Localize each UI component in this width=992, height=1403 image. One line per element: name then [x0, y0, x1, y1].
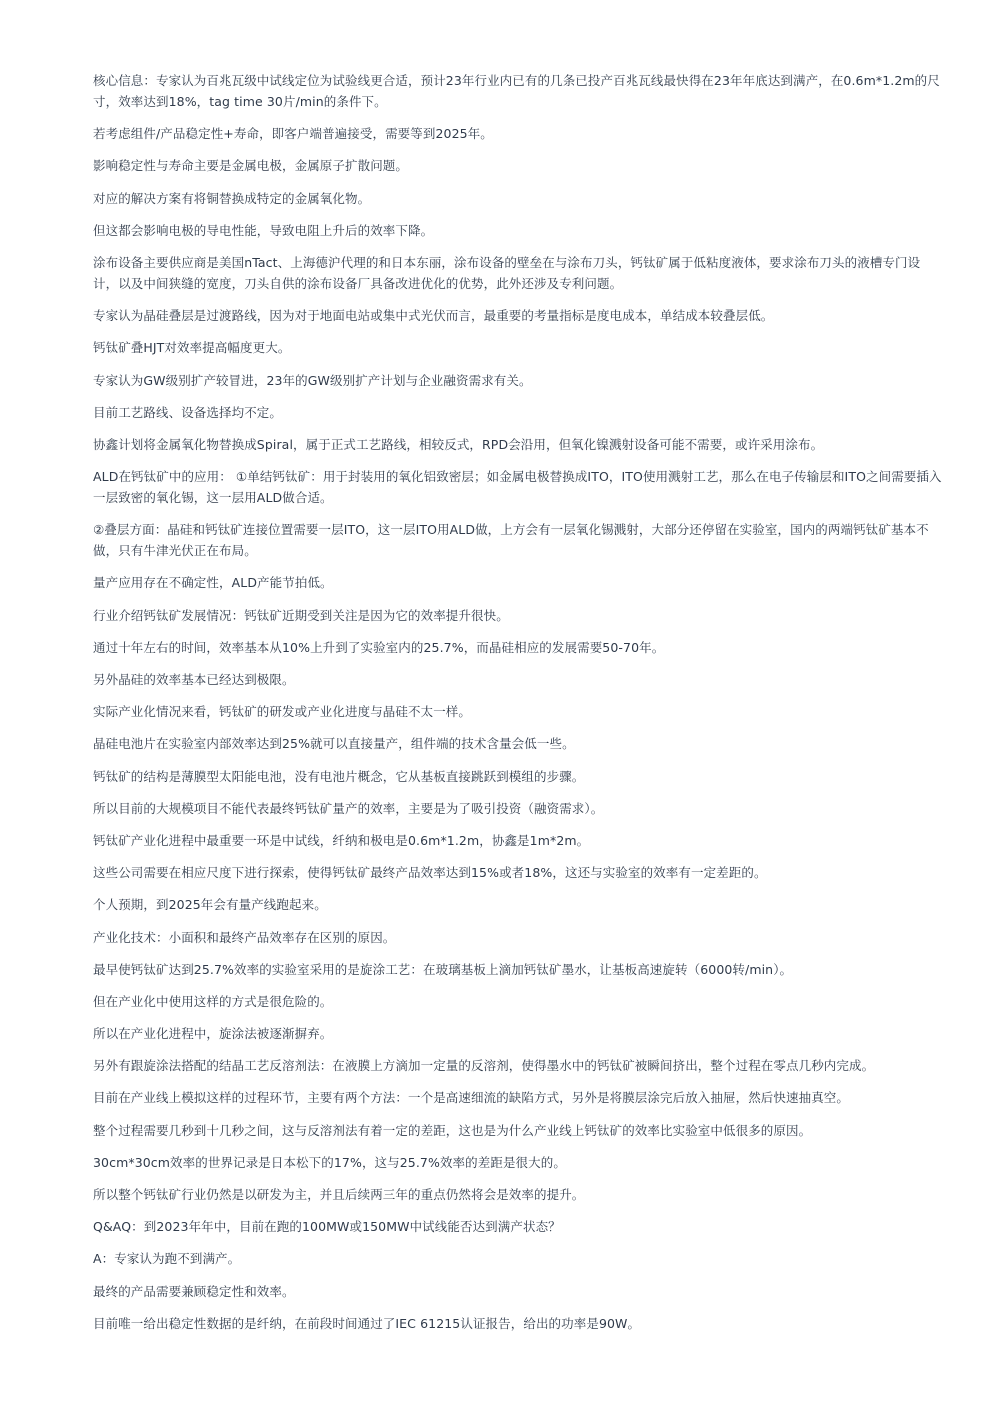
paragraph: ②叠层方面：晶硅和钙钛矿连接位置需要一层ITO，这一层ITO用ALD做，上方会有一层氧化锡溅射，大部分还停留在实验室，国内的两端钙钛矿基本不做，只有牛津光伏正在布局。	[93, 522, 929, 559]
paragraph: 通过十年左右的时间，效率基本从10%上升到了实验室内的25.7%，而晶硅相应的发展需要50-70年。	[93, 639, 665, 655]
paragraph: 所以目前的大规模项目不能代表最终钙钛矿量产的效率，主要是为了吸引投资（融资需求）。	[93, 800, 604, 816]
paragraph: 实际产业化情况来看，钙钛矿的研发或产业化进度与晶硅不太一样。	[93, 704, 472, 720]
paragraph: 协鑫计划将金属氧化物替换成Spiral，属于正式工艺路线，相较反式，RPD会沿用，但氧化镍溅射设备可能不需要，或许采用涂布。	[93, 436, 824, 452]
paragraph: 最早使钙钛矿达到25.7%效率的实验室采用的是旋涂工艺：在玻璃基板上滴加钙钛矿墨水，让基板高速旋转（6000转/min）。	[93, 961, 793, 977]
paragraph: 30cm*30cm效率的世界记录是日本松下的17%，这与25.7%效率的差距是很大的。	[93, 1154, 566, 1170]
paragraph: 但这都会影响电极的导电性能，导致电阻上升后的效率下降。	[93, 222, 434, 238]
paragraph: 核心信息：专家认为百兆瓦级中试线定位为试验线更合适，预计23年行业内已有的几条已投产百兆瓦线最快得在23年年底达到满产，在0.6m*1.2m的尺寸，效率达到18%，tag time 30片/min的条件下。	[93, 73, 940, 109]
paragraph: 目前工艺路线、设备选择均不定。	[93, 404, 283, 420]
paragraph: 另外晶硅的效率基本已经达到极限。	[93, 672, 295, 687]
paragraph: 所以整个钙钛矿行业仍然是以研发为主，并且后续两三年的重点仍然将会是效率的提升。	[93, 1187, 585, 1202]
paragraph: 但在产业化中使用这样的方式是很危险的。	[93, 993, 333, 1009]
document-body	[93, 70, 943, 1345]
paragraph: 目前唯一给出稳定性数据的是纤纳，在前段时间通过了IEC 61215认证报告，给出的功率是90W。	[93, 1315, 641, 1331]
paragraph: 产业化技术：小面积和最终产品效率存在区别的原因。	[93, 929, 396, 945]
paragraph: 专家认为晶硅叠层是过渡路线，因为对于地面电站或集中式光伏而言，最重要的考量指标是度电成本，单结成本较叠层低。	[93, 308, 774, 324]
paragraph: 所以在产业化进程中，旋涂法被逐渐摒弃。	[93, 1026, 333, 1042]
paragraph: ALD在钙钛矿中的应用： ①单结钙钛矿：用于封装用的氧化铝致密层；如金属电极替换成ITO，ITO使用溅射工艺，那么在电子传输层和ITO之间需要插入一层致密的氧化锡，这一层用ALD做合适。	[93, 469, 942, 506]
paragraph: 这些公司需要在相应尺度下进行探索，使得钙钛矿最终产品效率达到15%或者18%，这还与实验室的效率有一定差距的。	[93, 865, 767, 881]
paragraph: 涂布设备主要供应商是美国nTact、上海德沪代理的和日本东丽，涂布设备的壁垒在与涂布刀头，钙钛矿属于低粘度液体，要求涂布刀头的液槽专门设计，以及中间狭缝的宽度，刀头自供的涂布设备厂具备改进优化的优势，此外还涉及专利问题。	[93, 254, 921, 291]
paragraph: 钙钛矿产业化进程中最重要一环是中试线，纤纳和极电是0.6m*1.2m，协鑫是1m*2m。	[93, 832, 590, 848]
paragraph: A：专家认为跑不到满产。	[93, 1251, 241, 1267]
paragraph: Q&AQ：到2023年年中，目前在跑的100MW或150MW中试线能否达到满产状态？	[93, 1219, 561, 1235]
paragraph: 另外有跟旋涂法搭配的结晶工艺反溶剂法：在液膜上方滴加一定量的反溶剂，使得墨水中的钙钛矿被瞬间挤出，整个过程在零点几秒内完成。	[93, 1058, 875, 1074]
paragraph: 若考虑组件/产品稳定性+寿命，即客户端普遍接受，需要等到2025年。	[93, 126, 493, 142]
paragraph: 对应的解决方案有将铜替换成特定的金属氧化物。	[93, 190, 371, 206]
paragraph: 钙钛矿叠HJT对效率提高幅度更大。	[93, 340, 291, 356]
paragraph: 影响稳定性与寿命主要是金属电极，金属原子扩散问题。	[93, 158, 409, 174]
paragraph: 晶硅电池片在实验室内部效率达到25%就可以直接量产，组件端的技术含量会低一些。	[93, 736, 575, 752]
paragraph: 行业介绍钙钛矿发展情况：钙钛矿近期受到关注是因为它的效率提升很快。	[93, 607, 509, 623]
paragraph: 目前在产业线上模拟这样的过程环节，主要有两个方法：一个是高速细流的缺陷方式，另外是将膜层涂完后放入抽屉，然后快速抽真空。	[93, 1090, 850, 1106]
paragraph: 钙钛矿的结构是薄膜型太阳能电池，没有电池片概念，它从基板直接跳跃到模组的步骤。	[93, 768, 585, 784]
paragraph: 个人预期，到2025年会有量产线跑起来。	[93, 897, 327, 913]
paragraph: 整个过程需要几秒到十几秒之间，这与反溶剂法有着一定的差距，这也是为什么产业线上钙钛矿的效率比实验室中低很多的原因。	[93, 1122, 812, 1138]
paragraph: 最终的产品需要兼顾稳定性和效率。	[93, 1283, 295, 1299]
paragraph: 专家认为GW级别扩产较冒进，23年的GW级别扩产计划与企业融资需求有关。	[93, 372, 532, 388]
paragraph: 量产应用存在不确定性，ALD产能节拍低。	[93, 575, 333, 591]
